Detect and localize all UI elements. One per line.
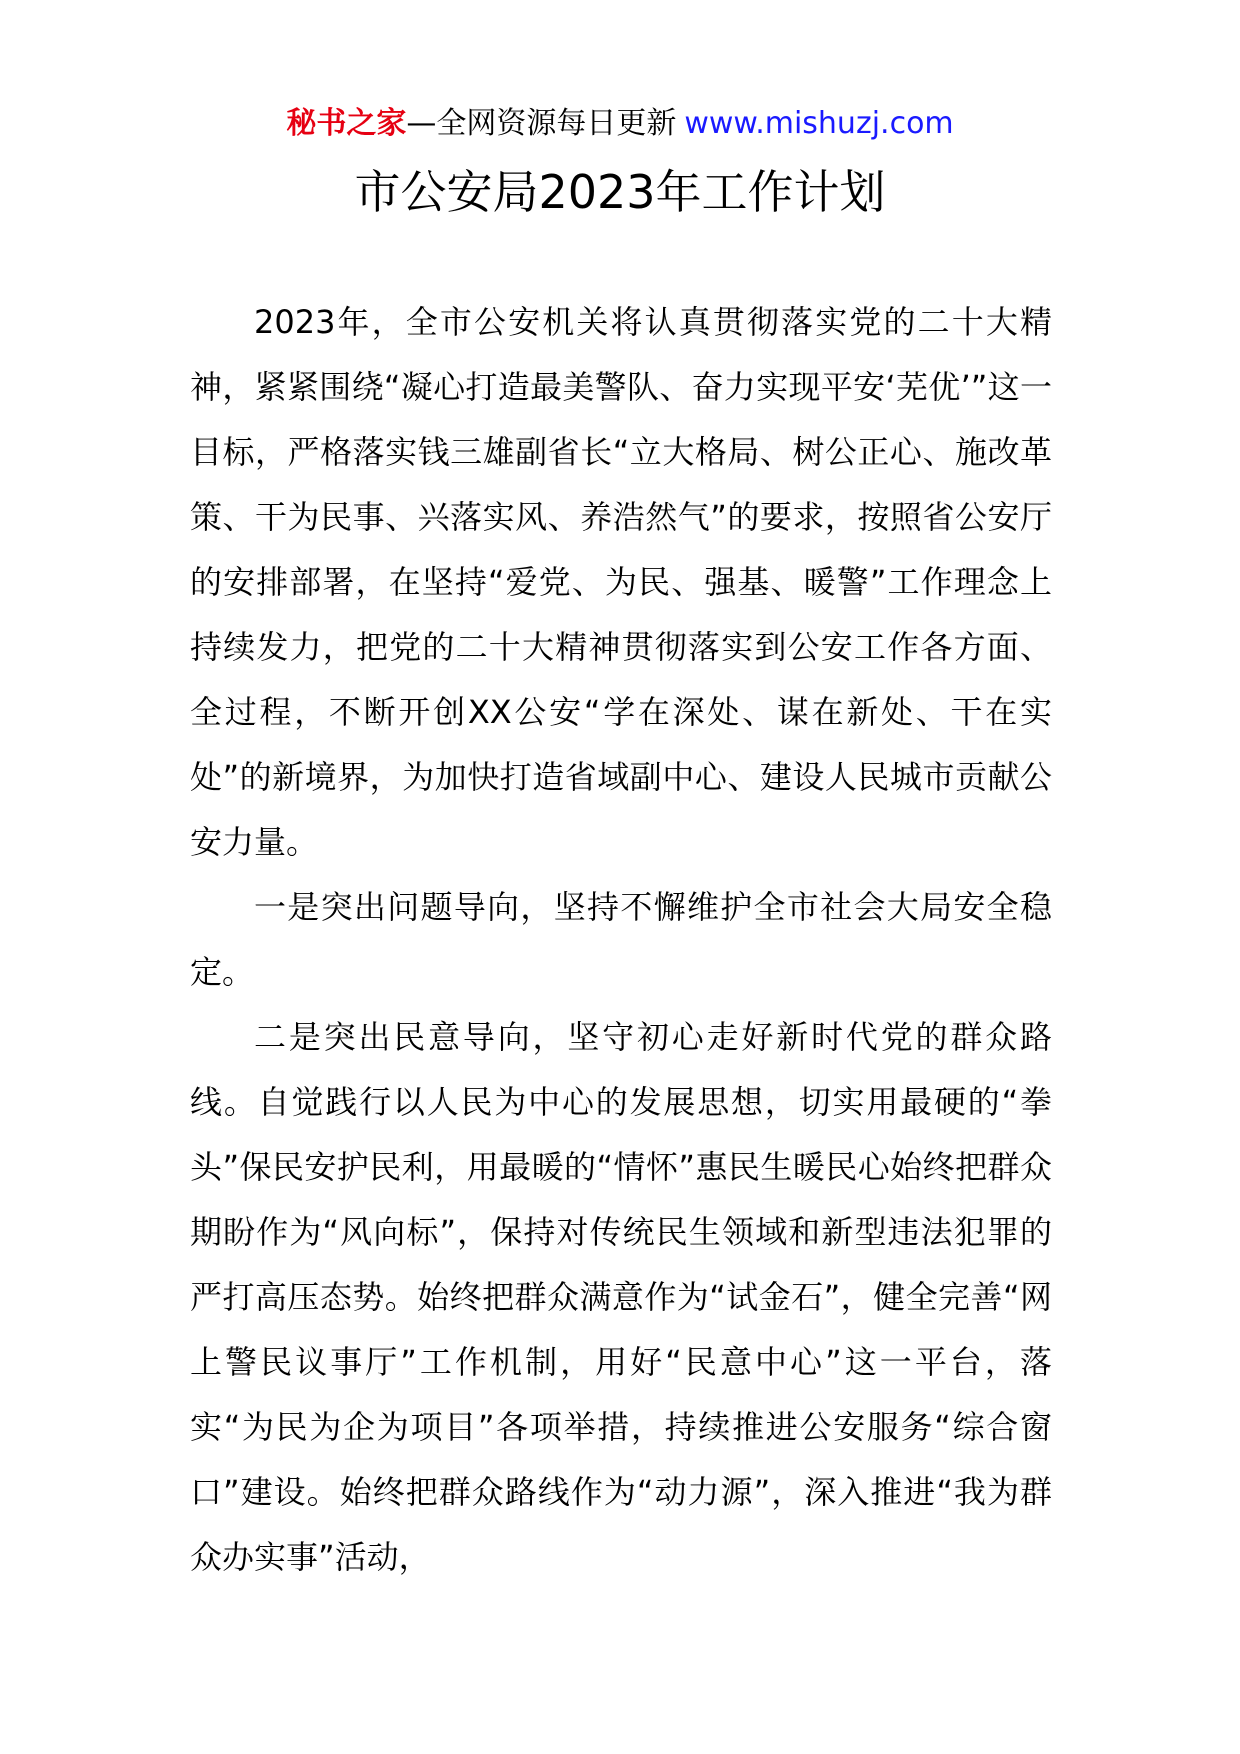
paragraph-point-two: 二是突出民意导向，坚守初心走好新时代党的群众路线。自觉践行以人民为中心的发展思想，切实用最硬的“拳头”保民安护民利，用最暖的“情怀”惠民生暖民心始终把群众期盼作为“风向标”，保持对传统民生领域和新型违法犯罪的严打高压态势。始终把群众满意作为“试金石”，健全完善“网上警民议事厅”工作机制，用好“民意中心”这一平台，落实“为民为企为项目”各项举措，持续推进公安服务“综合窗口”建设。始终把群众路线作为“动力源”，深入推进“我为群众办实事”活动， [190, 1018, 1052, 1576]
paragraph-point-one: 一是突出问题导向，坚持不懈维护全市社会大局安全稳定。 [190, 888, 1052, 991]
brand-name: 秘书之家 [286, 106, 407, 141]
document-body [190, 290, 1052, 1590]
site-url-link[interactable]: www.mishuzj.com [684, 106, 954, 141]
paragraph-intro: 2023年，全市公安机关将认真贯彻落实党的二十大精神，紧紧围绕“凝心打造最美警队、奋力实现平安‘芜优’”这一目标，严格落实钱三雄副省长“立大格局、树公正心、施改革策、干为民事、兴落实风、养浩然气”的要求，按照省公安厅的安排部署，在坚持“爱党、为民、强基、暖警”工作理念上持续发力，把党的二十大精神贯彻落实到公安工作各方面、全过程，不断开创XX公安“学在深处、谋在新处、干在实处”的新境界，为加快打造省域副中心、建设人民城市贡献公安力量。 [190, 303, 1052, 861]
brand-slogan: —全网资源每日更新 [406, 106, 677, 141]
header-banner [0, 104, 1240, 144]
document-title: 市公安局2023年工作计划 [354, 165, 886, 219]
